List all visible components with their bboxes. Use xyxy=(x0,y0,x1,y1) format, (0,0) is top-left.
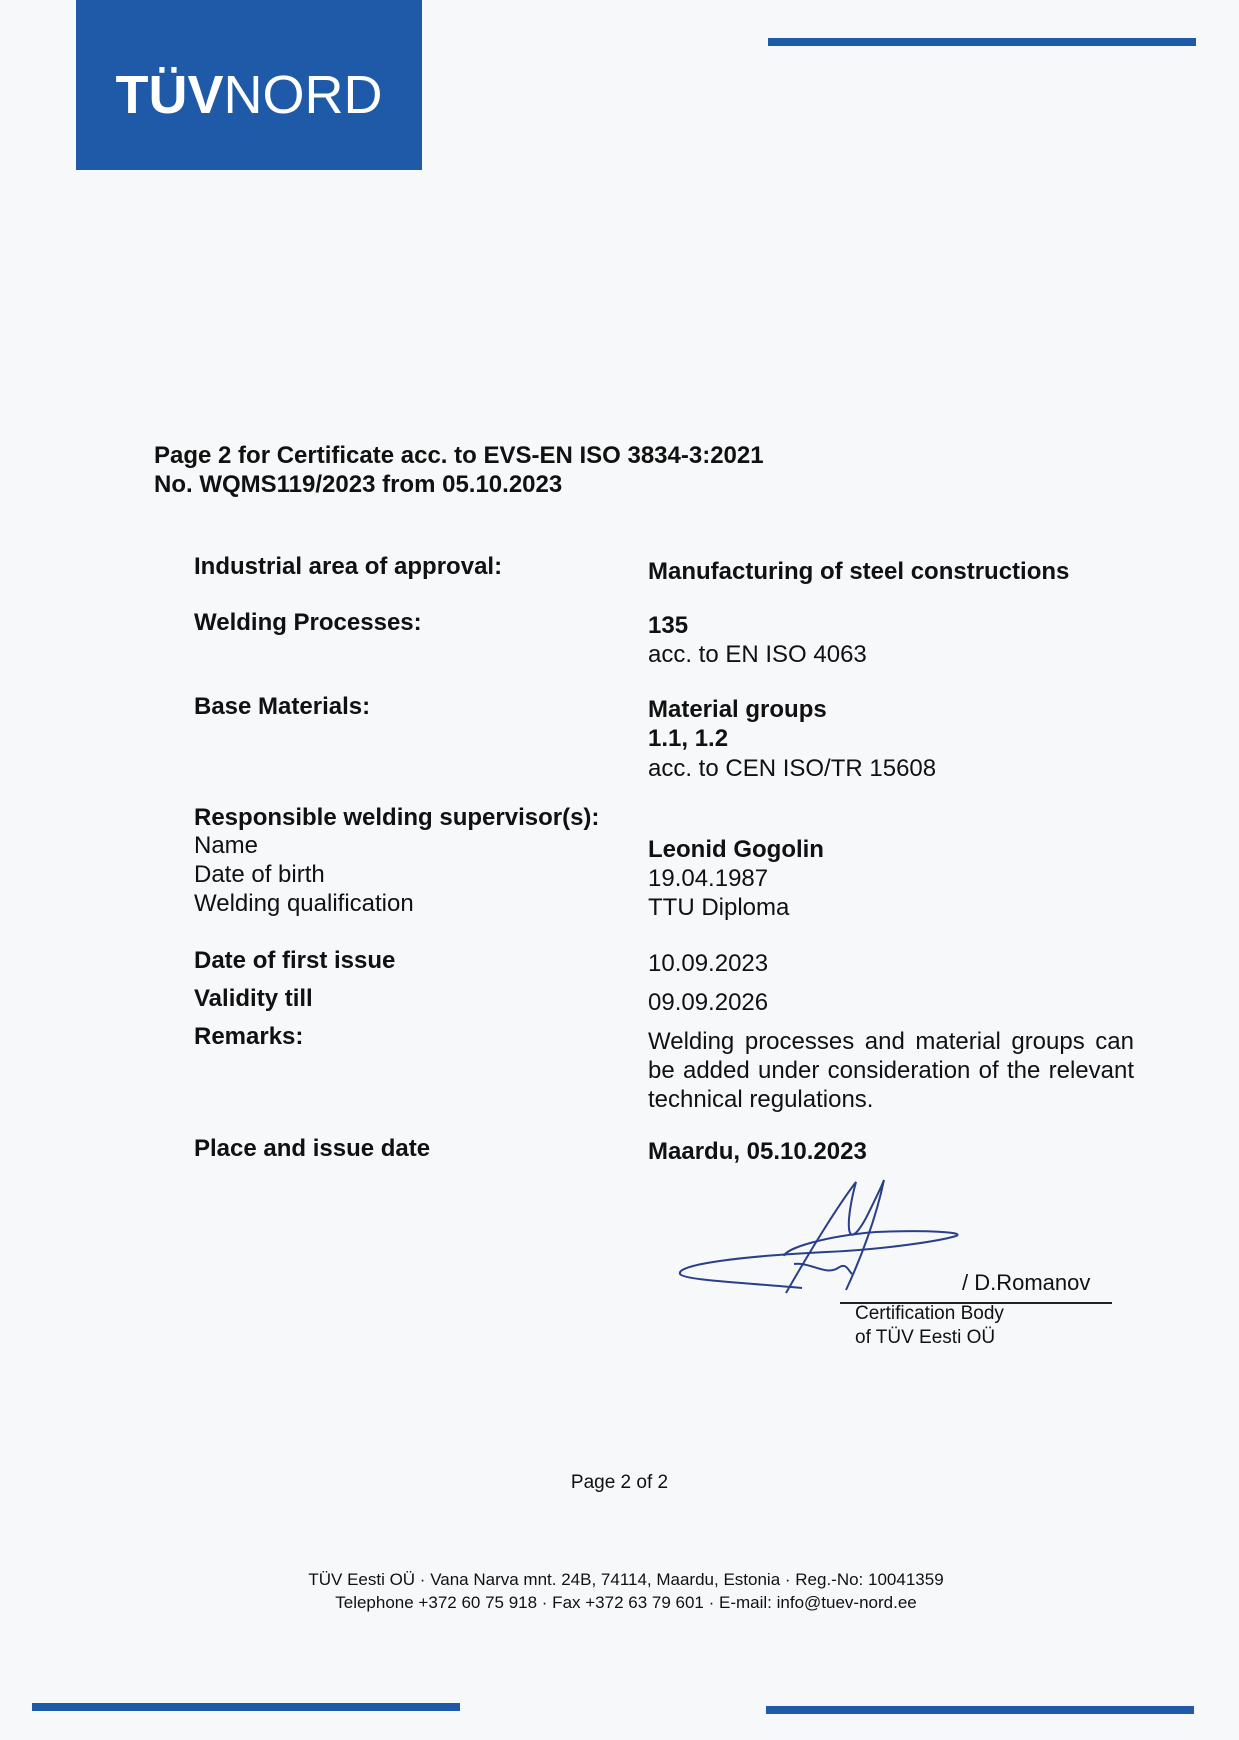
supervisor-name-value: Leonid Gogolin xyxy=(648,836,824,863)
footer-line-2: Telephone +372 60 75 918 · Fax +372 63 79 601 · E-mail: info@tuev-nord.ee xyxy=(335,1593,917,1612)
remarks-value: Welding processes and material groups can be added under consideration of the relevant technical regulations. xyxy=(648,1028,1134,1113)
validity-label: Validity till xyxy=(194,985,313,1012)
page-number: Page 2 of 2 xyxy=(570,1472,669,1493)
base-materials-value-2: 1.1, 1.2 xyxy=(648,725,729,752)
place-date-label: Place and issue date xyxy=(194,1135,431,1162)
bottom-left-accent-bar xyxy=(32,1703,460,1711)
industrial-area-label: Industrial area of approval: xyxy=(194,553,503,580)
supervisor-dob-label: Date of birth xyxy=(194,861,325,888)
handwritten-signature xyxy=(676,1178,966,1308)
supervisor-qual-label: Welding qualification xyxy=(194,890,414,917)
base-materials-value-1: Material groups xyxy=(648,696,827,723)
remarks-label: Remarks: xyxy=(194,1023,304,1050)
top-accent-bar xyxy=(768,38,1196,46)
bottom-right-accent-bar xyxy=(766,1706,1194,1714)
heading-line-1: Page 2 for Certificate acc. to EVS-EN ISO 3834-3:2021 xyxy=(154,442,764,469)
heading-line-2: No. WQMS119/2023 from 05.10.2023 xyxy=(154,471,563,498)
validity-value: 09.09.2026 xyxy=(648,989,769,1016)
footer-line-1: TÜV Eesti OÜ · Vana Narva mnt. 24B, 74114, Maardu, Estonia · Reg.-No: 10041359 xyxy=(308,1570,944,1589)
certification-body-line-2: of TÜV Eesti OÜ xyxy=(855,1327,996,1348)
welding-processes-label: Welding Processes: xyxy=(194,609,422,636)
base-materials-note: acc. to CEN ISO/TR 15608 xyxy=(648,755,937,782)
supervisor-label: Responsible welding supervisor(s): xyxy=(194,804,600,831)
supervisor-name-label: Name xyxy=(194,832,259,859)
logo-text-regular: NORD xyxy=(223,65,383,125)
base-materials-label: Base Materials: xyxy=(194,693,371,720)
footer xyxy=(0,1568,1239,1614)
certification-body xyxy=(855,1302,1004,1350)
supervisor-qual-value: TTU Diploma xyxy=(648,894,790,921)
certificate-heading xyxy=(154,441,764,499)
signatory-name: / D.Romanov xyxy=(962,1270,1091,1295)
first-issue-label: Date of first issue xyxy=(194,947,396,974)
logo-text-bold: TÜV xyxy=(115,65,224,125)
industrial-area-value: Manufacturing of steel constructions xyxy=(648,558,1070,585)
welding-processes-value: 135 xyxy=(648,612,689,639)
welding-processes-note: acc. to EN ISO 4063 xyxy=(648,641,867,668)
first-issue-value: 10.09.2023 xyxy=(648,950,769,977)
place-date-value: Maardu, 05.10.2023 xyxy=(648,1138,867,1165)
supervisor-dob-value: 19.04.1987 xyxy=(648,865,769,892)
tuv-nord-logo xyxy=(76,0,422,170)
certification-body-line-1: Certification Body xyxy=(855,1303,1004,1324)
